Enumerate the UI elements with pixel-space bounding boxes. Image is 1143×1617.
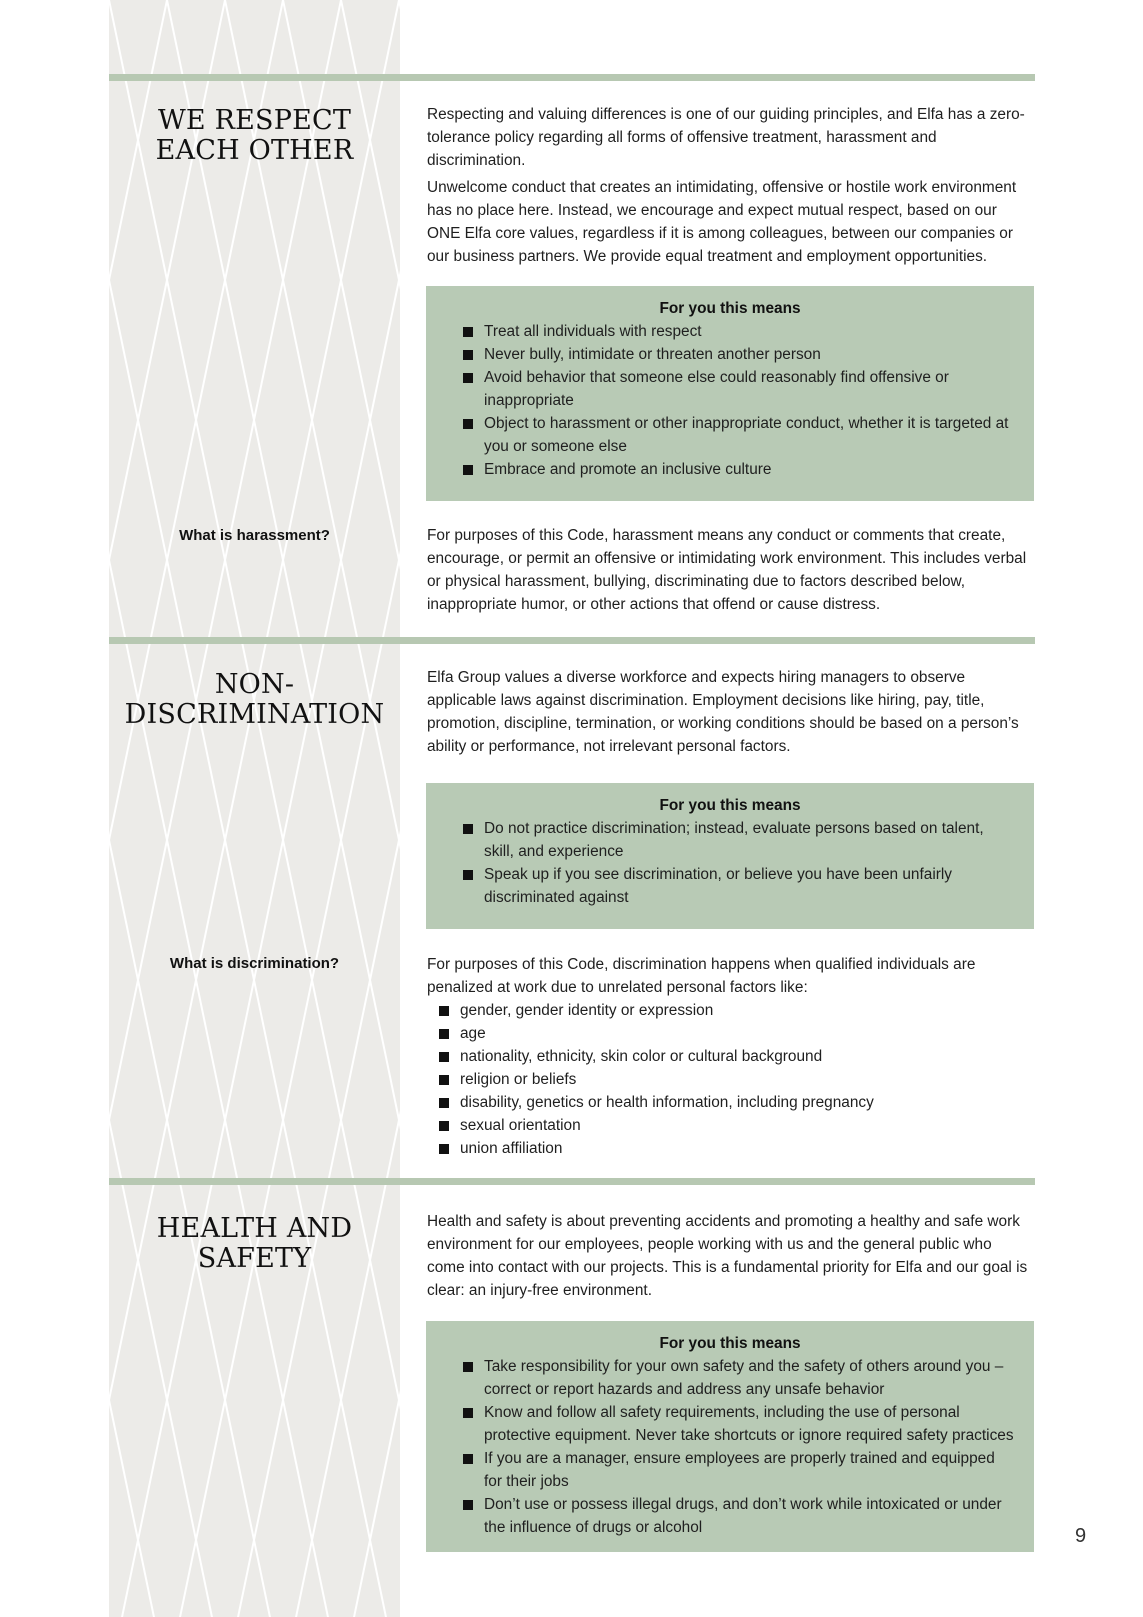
list-item: Embrace and promote an inclusive culture	[462, 458, 1016, 481]
list-item: Don’t use or possess illegal drugs, and don’t work while intoxicated or under the influence of drugs or alcohol	[462, 1493, 1016, 1539]
bullet-list	[462, 817, 1016, 909]
for-you-box	[426, 783, 1034, 929]
list-item: nationality, ethnicity, skin color or cultural background	[438, 1045, 1028, 1068]
section-divider	[109, 74, 1035, 81]
list-item: Never bully, intimidate or threaten another person	[462, 343, 1016, 366]
list-item: age	[438, 1022, 1028, 1045]
list-item: Speak up if you see discrimination, or believe you have been unfairly discriminated against	[462, 863, 1016, 909]
bullet-list	[462, 1355, 1016, 1539]
list-item: union affiliation	[438, 1137, 1028, 1160]
diamond-pattern	[109, 0, 400, 1617]
answer-paragraph: For purposes of this Code, harassment means any conduct or comments that create, encourage, or permit an offensive or intimidating work environment. This includes verbal or physical harassment, bullying, discriminating due to factors described below, inappropriate humor, or other actions that offend or cause distress.	[427, 527, 1027, 613]
list-item: disability, genetics or health information, including pregnancy	[438, 1091, 1028, 1114]
for-you-box	[426, 1321, 1034, 1552]
list-item: gender, gender identity or expression	[438, 999, 1028, 1022]
box-title: For you this means	[659, 797, 801, 814]
list-item: Avoid behavior that someone else could reasonably find offensive or inappropriate	[462, 366, 1016, 412]
page-number: 9	[1075, 1525, 1087, 1547]
bullet-list	[462, 320, 1016, 481]
box-title: For you this means	[659, 300, 801, 317]
body-paragraph: Unwelcome conduct that creates an intimidating, offensive or hostile work environment has no place here. Instead, we encourage and expect mutual respect, based on our ONE Elfa core values, regardless if it is among colleagues, between our companies or our business partners. We provide equal treatment and employment opportunities.	[427, 179, 1017, 265]
question-discrimination: What is discrimination?	[169, 955, 340, 972]
section-divider	[109, 1178, 1035, 1185]
decorative-side-panel	[109, 0, 400, 1617]
list-item: religion or beliefs	[438, 1068, 1028, 1091]
section-heading-non-discrimination: NON- DISCRIMINATION	[124, 669, 385, 730]
for-you-box	[426, 286, 1034, 501]
section-heading-respect: WE RESPECT EACH OTHER	[155, 105, 354, 166]
question-harassment: What is harassment?	[179, 527, 330, 544]
section-heading-health-safety: HEALTH AND SAFETY	[156, 1213, 353, 1274]
section-divider	[109, 637, 1035, 644]
intro-paragraph: Health and safety is about preventing accidents and promoting a healthy and safe work environment for our employees, people working with us and the general public who come into contact with our projects. This is a fundamental priority for Elfa and our goal is clear: an injury-free environment.	[427, 1213, 1028, 1299]
list-item: sexual orientation	[438, 1114, 1028, 1137]
list-item: Take responsibility for your own safety and the safety of others around you – correct or report hazards and address any unsafe behavior	[462, 1355, 1016, 1401]
answer-paragraph: For purposes of this Code, discrimination happens when qualified individuals are penalized at work due to unrelated personal factors like:	[427, 956, 976, 996]
list-item: Know and follow all safety requirements, including the use of personal protective equipment. Never take shortcuts or ignore required safety practices	[462, 1401, 1016, 1447]
list-item: Do not practice discrimination; instead, evaluate persons based on talent, skill, and experience	[462, 817, 1016, 863]
box-title: For you this means	[659, 1335, 801, 1352]
list-item: If you are a manager, ensure employees are properly trained and equipped for their jobs	[462, 1447, 1016, 1493]
list-item: Object to harassment or other inappropriate conduct, whether it is targeted at you or someone else	[462, 412, 1016, 458]
factor-list	[438, 999, 1028, 1160]
intro-paragraph: Elfa Group values a diverse workforce and expects hiring managers to observe applicable laws against discrimination. Employment decisions like hiring, pay, title, promotion, discipline, termination, or working conditions should be based on a person’s ability or performance, not irrelevant personal factors.	[427, 669, 1019, 755]
intro-paragraph: Respecting and valuing differences is one of our guiding principles, and Elfa has a zero-tolerance policy regarding all forms of offensive treatment, harassment and discrimination.	[427, 106, 1025, 169]
list-item: Treat all individuals with respect	[462, 320, 1016, 343]
